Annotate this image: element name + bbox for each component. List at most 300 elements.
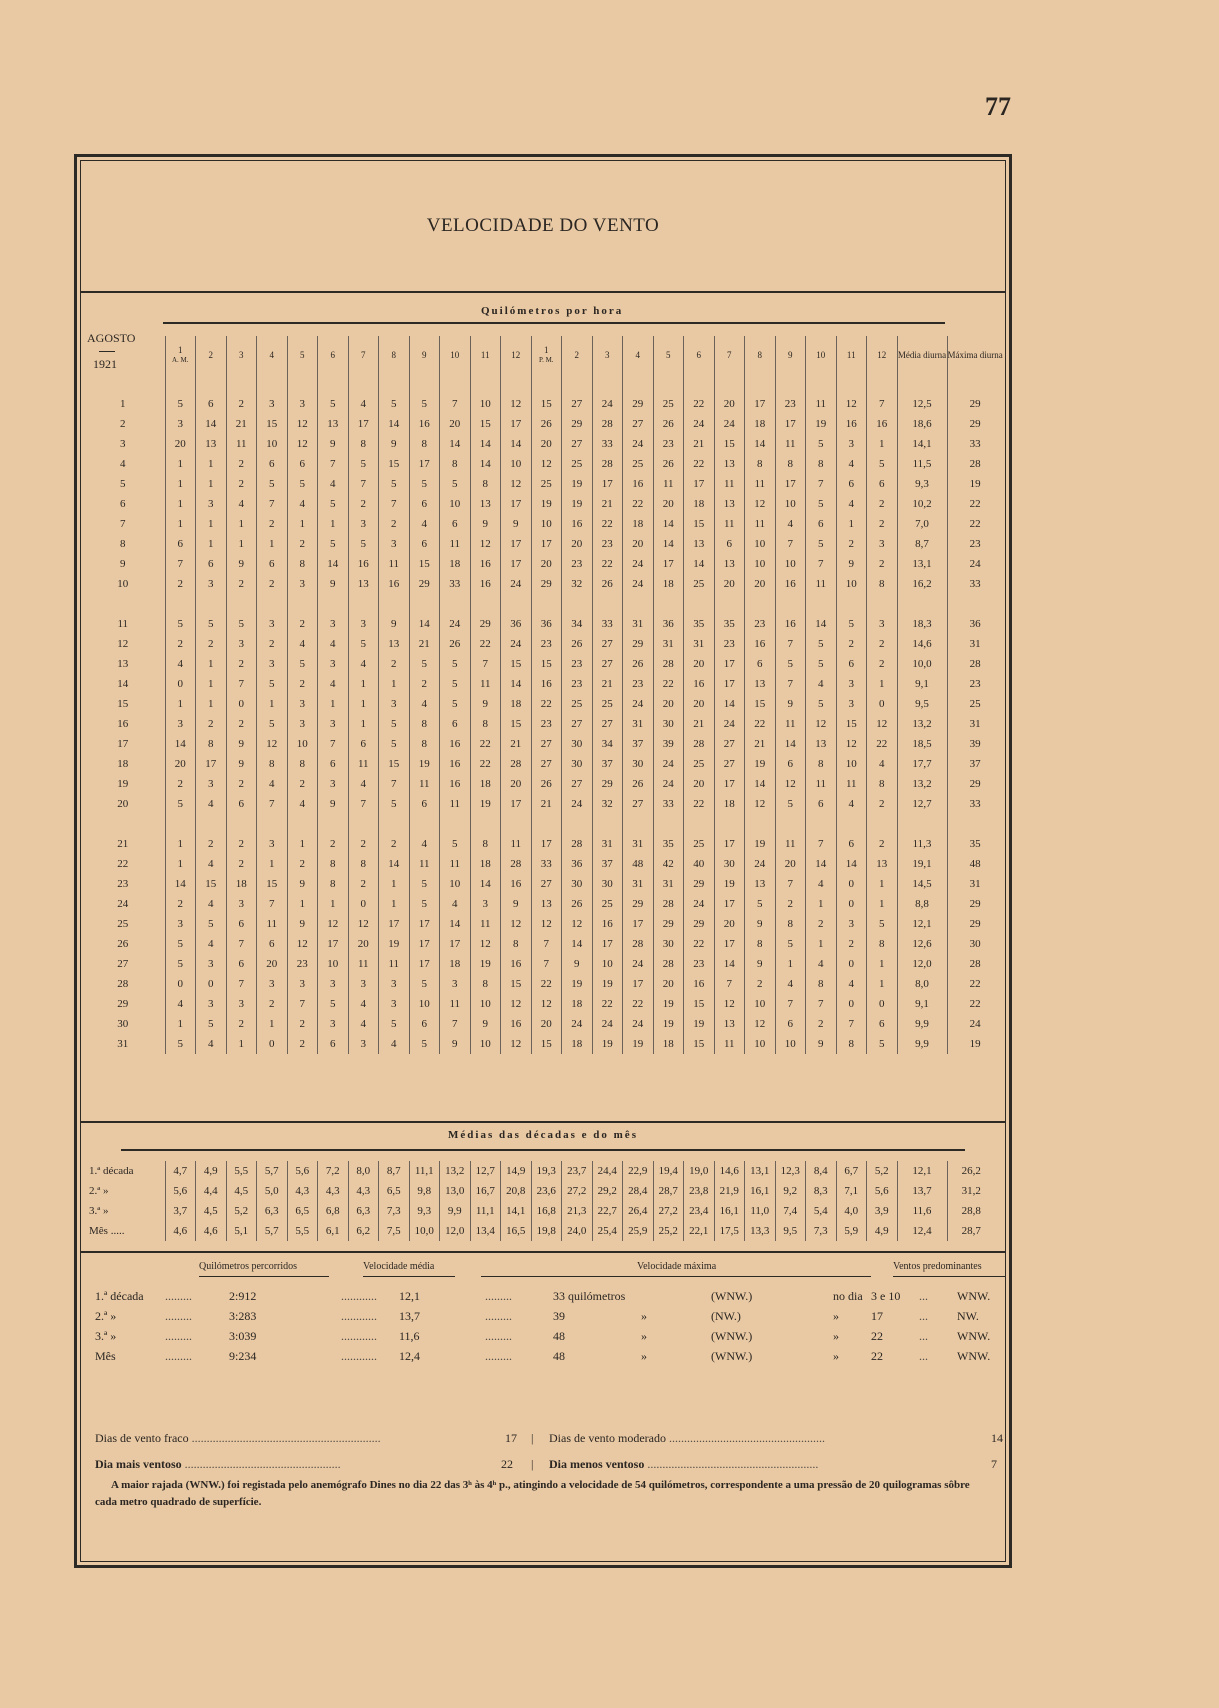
hourly-value: 5: [165, 934, 196, 954]
daily-avg: 8,7: [897, 534, 947, 554]
hourly-value: 1: [318, 694, 349, 714]
hourly-value: 17: [653, 554, 684, 574]
decade-hour-avg: 9,8: [409, 1181, 440, 1201]
hourly-value: 15: [379, 754, 410, 774]
hourly-value: 19: [745, 834, 776, 854]
hourly-value: 12: [287, 934, 318, 954]
hourly-value: 19: [714, 874, 745, 894]
dia-menos-label: Dia menos ventoso .........................................................: [549, 1457, 819, 1471]
hourly-value: 5: [409, 394, 440, 414]
hourly-value: 16: [470, 574, 501, 594]
table-row: [81, 454, 1003, 474]
hourly-value: 8: [867, 774, 898, 794]
vel-max-direction: (WNW.): [711, 1349, 753, 1363]
hourly-value: 11: [745, 514, 776, 534]
hourly-value: 5: [165, 394, 196, 414]
hour-header: 6: [318, 336, 349, 374]
decade-hour-avg: 23,4: [684, 1201, 715, 1221]
hourly-value: 4: [196, 894, 227, 914]
hourly-value: 5: [348, 634, 379, 654]
hourly-value: 9: [501, 894, 532, 914]
decade-hour-avg: 25,2: [653, 1221, 684, 1241]
hourly-value: 13: [470, 494, 501, 514]
hourly-value: 24: [623, 954, 654, 974]
hourly-value: 17: [501, 414, 532, 434]
hourly-value: 5: [409, 474, 440, 494]
hourly-value: 8: [806, 454, 837, 474]
hourly-value: 1: [165, 834, 196, 854]
hourly-value: 9: [379, 614, 410, 634]
hourly-value: 22: [470, 734, 501, 754]
decade-hour-avg: 16,5: [501, 1221, 532, 1241]
hourly-value: 3: [836, 674, 867, 694]
hourly-value: 7: [836, 1014, 867, 1034]
hourly-value: 22: [531, 694, 562, 714]
decade-hour-avg: 29,2: [592, 1181, 623, 1201]
daily-max: 22: [947, 994, 1003, 1014]
leader-dots: ............: [341, 1329, 377, 1343]
decade-hour-avg: 12,7: [470, 1161, 501, 1181]
decade-hour-avg: 7,2: [318, 1161, 349, 1181]
hourly-value: 4: [348, 394, 379, 414]
velocidade-media: 12,4: [399, 1349, 420, 1363]
daily-avg: 10,2: [897, 494, 947, 514]
hourly-value: 24: [623, 694, 654, 714]
hourly-value: 16: [775, 574, 806, 594]
hourly-value: 6: [318, 1034, 349, 1054]
hourly-value: 7: [318, 734, 349, 754]
hourly-value: 26: [653, 414, 684, 434]
hourly-value: 24: [653, 774, 684, 794]
leader-dots: ............: [341, 1289, 377, 1303]
hourly-value: 30: [562, 874, 593, 894]
hourly-value: 19: [531, 494, 562, 514]
hourly-value: 8: [440, 454, 471, 474]
hourly-value: 20: [531, 554, 562, 574]
hourly-value: 0: [836, 874, 867, 894]
hourly-value: 24: [623, 434, 654, 454]
hourly-value: 3: [226, 634, 257, 654]
hourly-value: 36: [501, 614, 532, 634]
hourly-value: 3: [287, 694, 318, 714]
hourly-value: 12: [806, 714, 837, 734]
hourly-value: 7: [470, 654, 501, 674]
hourly-value: 23: [531, 714, 562, 734]
hourly-value: 14: [440, 914, 471, 934]
hourly-value: 19: [592, 1034, 623, 1054]
hourly-value: 25: [684, 754, 715, 774]
decade-hour-avg: 8,7: [379, 1161, 410, 1181]
dias-moderado-value: 14: [991, 1431, 1003, 1445]
leader-dots: ...: [919, 1329, 928, 1343]
day-number: 17: [117, 738, 129, 750]
hourly-value: 3: [287, 574, 318, 594]
hourly-value: 6: [836, 834, 867, 854]
hourly-value: 7: [775, 634, 806, 654]
hourly-value: 18: [440, 954, 471, 974]
day-number: 3: [120, 438, 126, 450]
hourly-value: 17: [775, 414, 806, 434]
hourly-value: 7: [867, 394, 898, 414]
hour-header: 2: [562, 336, 593, 374]
hourly-value: 11: [714, 514, 745, 534]
hourly-value: 8: [348, 434, 379, 454]
hourly-value: 2: [867, 834, 898, 854]
decade-max: 28,8: [947, 1201, 995, 1221]
hourly-value: 3: [196, 574, 227, 594]
hourly-value: 7: [379, 494, 410, 514]
hourly-value: 15: [257, 414, 288, 434]
daily-avg: 7,0: [897, 514, 947, 534]
hourly-value: 5: [165, 794, 196, 814]
decade-hour-avg: 5,9: [836, 1221, 867, 1241]
hourly-value: 7: [775, 674, 806, 694]
decade-hour-avg: 16,1: [714, 1201, 745, 1221]
hourly-value: 19: [470, 794, 501, 814]
daily-avg: 12,7: [897, 794, 947, 814]
hourly-value: 1: [257, 694, 288, 714]
hourly-value: 23: [531, 634, 562, 654]
daily-max: 25: [947, 694, 1003, 714]
decade-hour-avg: 5,6: [165, 1181, 196, 1201]
decade-hour-avg: 12,0: [440, 1221, 471, 1241]
header-vel-max-rule: [481, 1276, 871, 1277]
hourly-value: 20: [562, 534, 593, 554]
hourly-value: 14: [562, 934, 593, 954]
decade-hour-avg: 3,7: [165, 1201, 196, 1221]
hourly-value: 5: [165, 614, 196, 634]
hourly-value: 14: [440, 434, 471, 454]
hourly-value: 37: [623, 734, 654, 754]
hourly-value: 1: [867, 974, 898, 994]
hourly-value: 10: [775, 494, 806, 514]
hourly-value: 11: [836, 774, 867, 794]
decade-avg: 11,6: [897, 1201, 947, 1221]
table-row: [81, 394, 1003, 414]
hourly-value: 14: [379, 414, 410, 434]
hourly-value: 31: [623, 614, 654, 634]
decade-hour-avg: 19,0: [684, 1161, 715, 1181]
hourly-value: 20: [531, 1014, 562, 1034]
velocidade-maxima: 48: [553, 1329, 565, 1343]
hourly-value: 12: [501, 394, 532, 414]
hourly-value: 0: [257, 1034, 288, 1054]
hourly-value: 11: [226, 434, 257, 454]
hourly-value: 20: [684, 654, 715, 674]
day-number: 19: [117, 778, 129, 790]
hourly-value: 2: [348, 874, 379, 894]
decade-hour-avg: 19,4: [653, 1161, 684, 1181]
hourly-value: 8: [287, 754, 318, 774]
daily-max: 39: [947, 734, 1003, 754]
hourly-value: 12: [867, 714, 898, 734]
hourly-value: 17: [592, 474, 623, 494]
hourly-value: 14: [501, 674, 532, 694]
hourly-value: 31: [653, 874, 684, 894]
hourly-value: 29: [409, 574, 440, 594]
hourly-value: 30: [592, 874, 623, 894]
hourly-value: 2: [257, 994, 288, 1014]
hourly-value: 9: [226, 754, 257, 774]
km-percorridos: 3:283: [229, 1309, 257, 1323]
decade-hour-avg: 19,3: [531, 1161, 562, 1181]
decade-label: 3.ª »: [89, 1205, 109, 1217]
hourly-value: 8: [409, 434, 440, 454]
decade-avg: 13,7: [897, 1181, 947, 1201]
hourly-value: 8: [806, 974, 837, 994]
hourly-value: 4: [287, 634, 318, 654]
hourly-value: 19: [623, 1034, 654, 1054]
hourly-value: 10: [745, 554, 776, 574]
daily-max: 28: [947, 654, 1003, 674]
hourly-value: 12: [287, 434, 318, 454]
hourly-value: 4: [196, 934, 227, 954]
hourly-value: 2: [226, 394, 257, 414]
hourly-value: 3: [348, 1034, 379, 1054]
hourly-value: 2: [196, 634, 227, 654]
hour-header: 3: [592, 336, 623, 374]
hourly-value: 12: [531, 454, 562, 474]
hourly-value: 16: [531, 674, 562, 694]
hourly-value: 3: [867, 614, 898, 634]
hourly-value: 22: [592, 994, 623, 1014]
hourly-value: 5: [318, 994, 349, 1014]
decade-label: 1.ª década: [89, 1165, 134, 1177]
hourly-value: 0: [165, 674, 196, 694]
hourly-value: 27: [562, 394, 593, 414]
hourly-value: 14: [470, 454, 501, 474]
decade-hour-avg: 21,3: [562, 1201, 593, 1221]
hourly-value: 7: [775, 994, 806, 1014]
decade-hour-avg: 5,5: [287, 1221, 318, 1241]
hourly-value: 2: [287, 674, 318, 694]
hourly-value: 3: [226, 894, 257, 914]
hourly-value: 13: [379, 634, 410, 654]
hourly-value: 2: [867, 634, 898, 654]
hourly-value: 1: [196, 654, 227, 674]
hourly-value: 4: [196, 1034, 227, 1054]
hourly-value: 17: [501, 534, 532, 554]
hourly-value: 10: [501, 454, 532, 474]
hourly-value: 5: [318, 394, 349, 414]
hourly-value: 20: [623, 534, 654, 554]
hourly-value: 4: [836, 494, 867, 514]
table-row: [81, 874, 1003, 894]
hourly-value: 19: [562, 974, 593, 994]
hourly-value: 17: [592, 934, 623, 954]
hourly-value: 5: [409, 654, 440, 674]
hourly-value: 14: [806, 854, 837, 874]
hourly-value: 27: [562, 434, 593, 454]
hourly-value: 2: [165, 894, 196, 914]
hourly-value: 8: [318, 854, 349, 874]
hourly-value: 11: [348, 954, 379, 974]
hour-header: 12: [501, 336, 532, 374]
decade-hour-avg: 14,1: [501, 1201, 532, 1221]
hourly-value: 17: [623, 974, 654, 994]
hourly-value: 4: [226, 494, 257, 514]
hourly-value: 11: [440, 794, 471, 814]
hourly-value: 29: [562, 414, 593, 434]
hourly-value: 10: [470, 394, 501, 414]
medias-title: Médias das décadas e do mês: [448, 1129, 638, 1141]
table-row: [81, 1034, 1003, 1054]
hourly-value: 27: [562, 714, 593, 734]
hourly-value: 9: [379, 434, 410, 454]
leader-dots: .........: [165, 1309, 192, 1323]
hourly-value: 17: [775, 474, 806, 494]
day-number: 11: [117, 618, 129, 630]
hourly-value: 14: [745, 434, 776, 454]
hourly-value: 7: [806, 994, 837, 1014]
hourly-value: 24: [562, 1014, 593, 1034]
dias-fraco-label: Dias de vento fraco ...............................................................: [95, 1431, 381, 1445]
hourly-value: 9: [226, 734, 257, 754]
hourly-value: 2: [867, 494, 898, 514]
hourly-value: 6: [409, 494, 440, 514]
hourly-value: 11: [440, 854, 471, 874]
decade-hour-avg: 20,8: [501, 1181, 532, 1201]
daily-avg: 10,0: [897, 654, 947, 674]
hourly-value: 27: [531, 734, 562, 754]
hourly-value: 8: [806, 754, 837, 774]
daily-avg: 12,5: [897, 394, 947, 414]
hourly-value: 10: [775, 554, 806, 574]
hourly-value: 5: [867, 914, 898, 934]
hourly-value: 14: [684, 554, 715, 574]
hourly-value: 18: [653, 1034, 684, 1054]
hour-header: 5: [653, 336, 684, 374]
hourly-value: 16: [440, 774, 471, 794]
table-row: [81, 774, 1003, 794]
hourly-value: 32: [592, 794, 623, 814]
hourly-value: 29: [653, 914, 684, 934]
ventos-predominantes: NW.: [957, 1309, 979, 1323]
hourly-value: 9: [745, 954, 776, 974]
hourly-value: 1: [165, 454, 196, 474]
hourly-value: 33: [592, 434, 623, 454]
hourly-value: 3: [257, 974, 288, 994]
decade-hour-avg: 4,9: [196, 1161, 227, 1181]
table-frame-inner: [80, 160, 1006, 1562]
daily-avg: 9,5: [897, 694, 947, 714]
hourly-value: 4: [196, 794, 227, 814]
hourly-value: 15: [684, 514, 715, 534]
hourly-value: 31: [653, 634, 684, 654]
hourly-value: 17: [714, 934, 745, 954]
hourly-value: 11: [379, 554, 410, 574]
hourly-value: 15: [409, 554, 440, 574]
hourly-value: 2: [867, 794, 898, 814]
kmh-header: Quilómetros por hora: [481, 305, 624, 317]
hourly-value: 5: [226, 614, 257, 634]
hourly-value: 17: [409, 934, 440, 954]
hourly-value: 4: [440, 894, 471, 914]
hourly-value: 0: [867, 994, 898, 1014]
decade-hour-avg: 3,9: [867, 1201, 898, 1221]
hourly-value: 24: [745, 854, 776, 874]
table-row: [81, 934, 1003, 954]
hourly-value: 2: [226, 1014, 257, 1034]
hourly-value: 22: [684, 394, 715, 414]
decade-hour-avg: 11,1: [470, 1201, 501, 1221]
decade-hour-avg: 4,6: [196, 1221, 227, 1241]
hourly-value: 26: [562, 894, 593, 914]
hourly-value: 17: [318, 934, 349, 954]
decade-hour-avg: 9,3: [409, 1201, 440, 1221]
hourly-value: 11: [379, 954, 410, 974]
day-number: 23: [117, 878, 129, 890]
hourly-value: 37: [592, 754, 623, 774]
hourly-value: 11: [257, 914, 288, 934]
hourly-value: 4: [165, 654, 196, 674]
hourly-value: 17: [196, 754, 227, 774]
day-number: 7: [120, 518, 126, 530]
hour-header: 10: [440, 336, 471, 374]
ventos-predominantes: WNW.: [957, 1289, 991, 1303]
hourly-value: 0: [165, 974, 196, 994]
hourly-value: 10: [836, 754, 867, 774]
hourly-value: 7: [806, 554, 837, 574]
day-number: 24: [117, 898, 129, 910]
hourly-value: 3: [348, 614, 379, 634]
hourly-value: 1: [379, 894, 410, 914]
hourly-value: 10: [257, 434, 288, 454]
daily-max: 36: [947, 614, 1003, 634]
hourly-value: 16: [836, 414, 867, 434]
page-number: 77: [985, 92, 1011, 121]
hourly-value: 4: [348, 654, 379, 674]
hourly-value: 1: [867, 674, 898, 694]
hourly-value: 8: [348, 854, 379, 874]
hourly-value: 14: [836, 854, 867, 874]
hourly-value: 8: [257, 754, 288, 774]
hourly-value: 6: [836, 474, 867, 494]
hourly-value: 4: [348, 774, 379, 794]
hourly-value: 20: [257, 954, 288, 974]
hourly-value: 26: [440, 634, 471, 654]
hourly-value: 3: [836, 434, 867, 454]
hourly-value: 8: [470, 474, 501, 494]
summary-row: [81, 1309, 1005, 1329]
hourly-value: 8: [470, 974, 501, 994]
hourly-value: 9: [318, 574, 349, 594]
table-row: [81, 734, 1003, 754]
hourly-value: 2: [318, 834, 349, 854]
hourly-value: 7: [440, 394, 471, 414]
hourly-value: 10: [745, 534, 776, 554]
decade-hour-avg: 5,7: [257, 1161, 288, 1181]
decade-hour-avg: 14,6: [714, 1161, 745, 1181]
hour-header: 7: [714, 336, 745, 374]
hourly-value: 20: [501, 774, 532, 794]
hourly-value: 3: [379, 534, 410, 554]
daily-avg: 16,2: [897, 574, 947, 594]
hourly-value: 6: [409, 1014, 440, 1034]
hourly-value: 16: [867, 414, 898, 434]
table-row: [81, 894, 1003, 914]
hourly-value: 16: [501, 954, 532, 974]
hourly-value: 19: [379, 934, 410, 954]
header-vel-max: Velocidade máxima: [637, 1261, 717, 1272]
hourly-value: 2: [409, 674, 440, 694]
hourly-value: 16: [623, 474, 654, 494]
hourly-value: 22: [684, 454, 715, 474]
title-divider: [81, 291, 1005, 293]
hour-header: 8: [745, 336, 776, 374]
daily-max: 31: [947, 634, 1003, 654]
hourly-value: 25: [562, 454, 593, 474]
